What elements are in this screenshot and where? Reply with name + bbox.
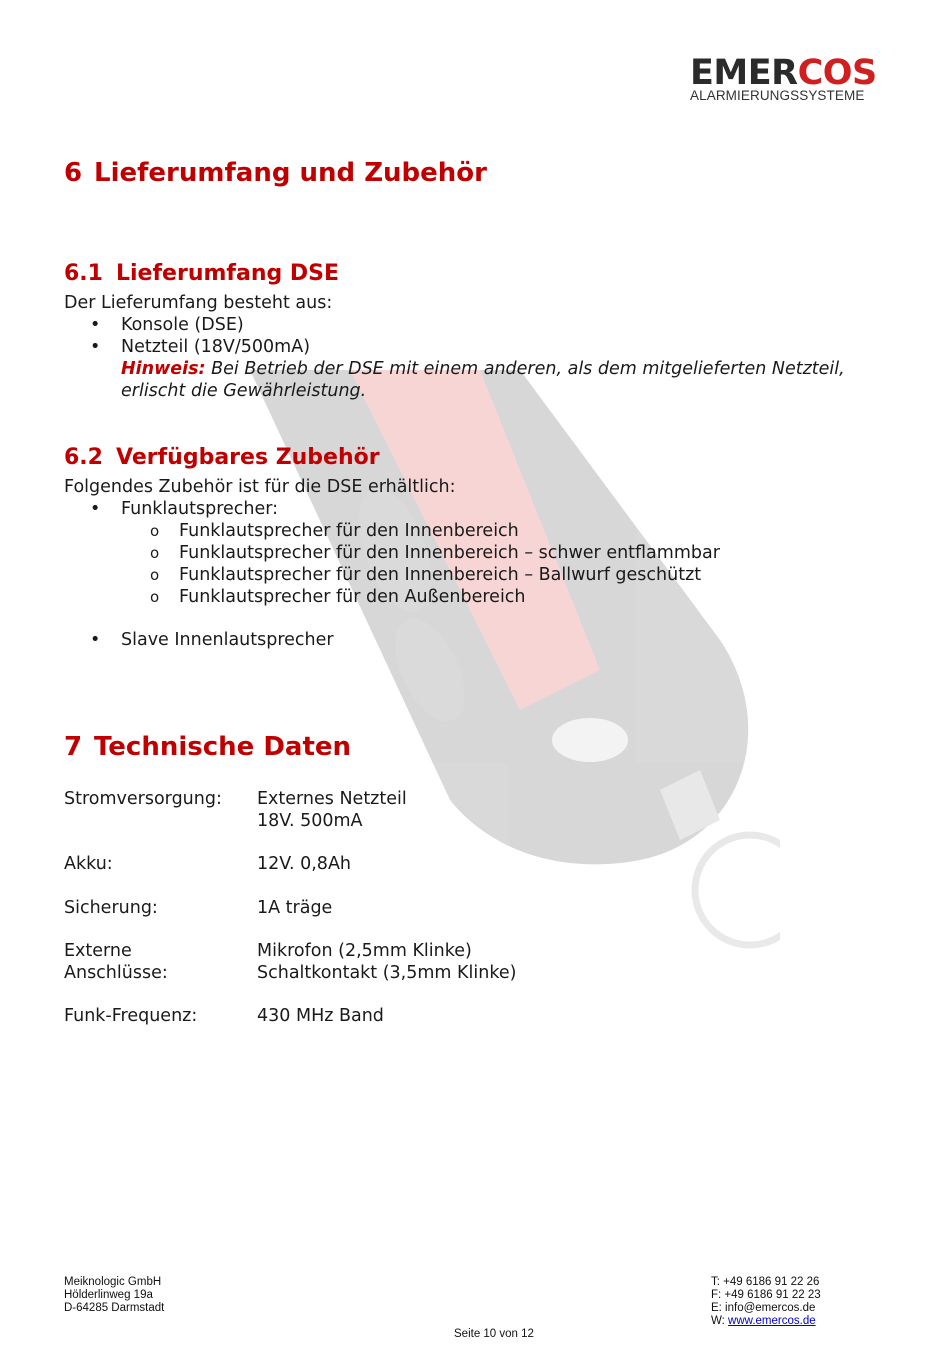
bullet-icon: • [90, 315, 101, 335]
spec-value-power-rating: 18V. 500mA [257, 811, 363, 831]
section-7-number: 7 [64, 732, 83, 762]
logo-text-cos: COS [797, 53, 877, 93]
accessories-intro: Folgendes Zubehör ist für die DSE erhältlich: [64, 477, 456, 497]
note-line-2: erlischt die Gewährleistung. [121, 381, 367, 401]
spec-label-power: Stromversorgung: [64, 789, 222, 809]
footer-city: D-64285 Darmstadt [64, 1302, 165, 1314]
logo-tagline: ALARMIERUNGSSYSTEME [690, 88, 865, 103]
accessory-radio-speakers: Funklautsprecher: [121, 499, 279, 519]
section-6-2-number: 6.2 [64, 445, 103, 470]
accessory-slave-speaker: Slave Innenlautsprecher [121, 630, 334, 650]
circle-bullet-icon: o [150, 522, 160, 540]
section-7-title: Technische Daten [94, 732, 352, 762]
warranty-note [121, 358, 845, 380]
section-6-1-heading [64, 261, 339, 287]
section-6-1-title: Lieferumfang DSE [116, 261, 340, 286]
note-line-1: Bei Betrieb der DSE mit einem anderen, als dem mitgelieferten Netzteil, [211, 359, 845, 379]
section-6-heading [64, 158, 487, 188]
circle-bullet-icon: o [150, 566, 160, 584]
spec-label-frequency: Funk-Frequenz: [64, 1006, 198, 1026]
section-7-heading [64, 732, 351, 762]
footer-company: Meiknologic GmbH [64, 1276, 162, 1288]
section-6-2-title: Verfügbares Zubehör [116, 445, 380, 470]
section-6-1-number: 6.1 [64, 261, 103, 286]
delivery-item-console: Konsole (DSE) [121, 315, 244, 335]
footer-email: E: info@emercos.de [711, 1302, 816, 1314]
note-label: Hinweis: [121, 359, 206, 379]
emercos-logo [690, 55, 890, 105]
spec-value-microphone: Mikrofon (2,5mm Klinke) [257, 941, 472, 961]
spec-value-fuse: 1A träge [257, 898, 333, 918]
spec-label-battery: Akku: [64, 854, 113, 874]
footer-web-link[interactable]: www.emercos.de [728, 1315, 816, 1327]
accessory-subitem: Funklautsprecher für den Außenbereich [179, 587, 526, 607]
delivery-intro: Der Lieferumfang besteht aus: [64, 293, 333, 313]
footer-web [711, 1315, 816, 1328]
accessory-subitem: Funklautsprecher für den Innenbereich – schwer entflammbar [179, 543, 720, 563]
spec-value-switch-contact: Schaltkontakt (3,5mm Klinke) [257, 963, 517, 983]
section-6-title: Lieferumfang und Zubehör [94, 158, 487, 188]
spec-value-battery: 12V. 0,8Ah [257, 854, 352, 874]
section-6-number: 6 [64, 158, 83, 188]
bullet-icon: • [90, 499, 101, 519]
bullet-icon: • [90, 337, 101, 357]
section-6-2-heading [64, 445, 380, 471]
spec-value-frequency: 430 MHz Band [257, 1006, 384, 1026]
spec-label-external: Externe [64, 941, 132, 961]
spec-label-connections: Anschlüsse: [64, 963, 168, 983]
page-number: Seite 10 von 12 [454, 1328, 534, 1340]
logo-text-emer: EMER [690, 53, 798, 93]
footer-phone: T: +49 6186 91 22 26 [711, 1276, 820, 1288]
footer-fax: F: +49 6186 91 22 23 [711, 1289, 821, 1301]
accessory-subitem: Funklautsprecher für den Innenbereich – Ballwurf geschützt [179, 565, 702, 585]
spec-value-power: Externes Netzteil [257, 789, 407, 809]
footer-web-prefix: W: [711, 1315, 729, 1327]
bullet-icon: • [90, 630, 101, 650]
accessory-subitem: Funklautsprecher für den Innenbereich [179, 521, 519, 541]
spec-label-fuse: Sicherung: [64, 898, 158, 918]
delivery-item-power-supply: Netzteil (18V/500mA) [121, 337, 311, 357]
circle-bullet-icon: o [150, 588, 160, 606]
circle-bullet-icon: o [150, 544, 160, 562]
footer-street: Hölderlinweg 19a [64, 1289, 153, 1301]
